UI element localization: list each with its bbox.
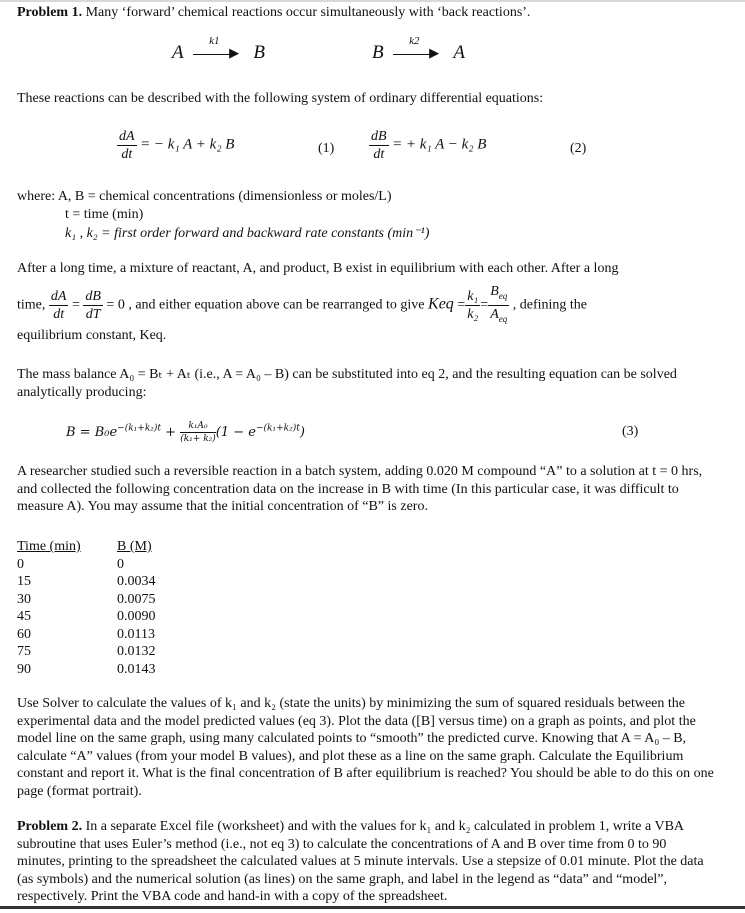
eq3-exponent: −(k₁+k₂)t [117,423,162,434]
mass-balance-text: The mass balance A₀ = Bₜ + Aₜ (i.e., A = A₀ – B) can be substituted into eq 2, and the resulting equation can be solved analytically producing: [17,367,677,400]
eq3-lhs: B = B₀e [66,425,118,440]
table-row [17,643,156,661]
reaction-1 [172,34,265,64]
reactant: A [172,42,184,63]
reactant: B [372,42,384,63]
problem1-intro [17,4,729,22]
eq2-denominator: dt [373,147,385,162]
problem1-intro-text: Many ‘forward’ chemical reactions occur simultaneously with ‘back reactions’. [85,5,531,20]
eq3-paren: (1 − e [215,425,256,440]
equilibrium-line-2: time, $\frac{dA}{dt}$ = $\frac{dB}{dT}$ = 0 , and either equation above can be rearranged to give Keq = $\frac{\text{k₁}}{\text{k₂}}$ = $\frac{B_{eq}}{A_{eq}}$ , defining the [17,284,588,324]
arrow-icon: ▶ k1 [193,49,239,59]
top-border [0,0,745,2]
table-row [17,591,156,609]
problem1-heading: Problem 1. [17,5,83,20]
rate-label: k2 [409,34,420,47]
column-header-time: Time (min) [17,539,81,554]
where-line-3: k₁ , k₂ = first order forward and backward rate constants (min⁻¹) [65,226,430,241]
reaction-2 [372,34,465,64]
instructions-text: Use Solver to calculate the values of k₁ and k₂ (state the units) by minimizing the sum of squared residuals between the experimental data and the model predicted values (eq 3). Plot the data ([B] versus time) on a graph as points, and plot the model line on the same graph, using many calculated points to “smooth” the predicted curve. Knowing that A = A₀ – B, calculate “A” values (from your model B values), and plot these as a line on the same graph. Calculate the Equilibrium constant and report it. What is the final concentration of B after equilibrium is reached? You should be able to do this on one page (format portrait). [17,696,714,799]
table-row [17,626,156,644]
eq3-label: (3) [622,424,639,439]
ode-intro: These reactions can be described with the following system of ordinary differential equations: [17,91,544,106]
problem2-heading: Problem 2. [17,819,83,834]
table-row [17,661,156,679]
table-row [17,556,156,574]
problem2-text: In a separate Excel file (worksheet) and with the values for k₁ and k₂ calculated in problem 1, write a VBA subroutine that uses Euler’s method (i.e., not eq 3) to calculate the concentrations of A and B over time from 0 to 90 minutes, printing to the spreadsheet the calculated values at 5 minute intervals. Use a stepsize of 0.01 minute. Plot the data (as symbols) and the numerical solution (as lines) on the same graph, and label in the legend as “data” and “model”, respectively. Print the VBA code and hand-in with a copy of the spreadsheet. [17,819,704,904]
b-cell: 0.0034 [117,574,156,589]
table-row [17,573,156,591]
time-cell: 15 [17,574,31,589]
product: A [453,42,465,63]
problem2 [17,818,717,906]
equilibrium-line-1: After a long time, a mixture of reactant, A, and product, B exist in equilibrium with each other. After a long [17,261,619,276]
column-header-b: B (M) [117,539,152,554]
equilibrium-mid: = 0 , and either equation above can be rearranged to give [106,297,425,313]
b-cell: 0.0075 [117,591,156,607]
eq3-frac-num: k₁A₀ [180,420,216,433]
eq3-frac-den: (k₁+ k₂) [180,434,216,444]
keq-symbol: Keq [428,295,454,313]
b-cell: 0 [117,556,124,572]
eq3-exponent-2: −(k₁+k₂)t [255,423,300,434]
where-line-1: where: A, B = chemical concentrations (dimensionless or moles/L) [17,189,392,204]
eq1-rhs: = − k₁ A + k₂ B [140,136,235,153]
time-cell: 60 [17,626,31,642]
arrow-icon: ▶ k2 [393,49,439,59]
product: B [253,42,265,63]
time-cell: 90 [17,661,31,677]
b-cell: 0.0132 [117,644,156,659]
time-label: time, [17,297,46,313]
time-cell: 30 [17,591,31,607]
equation-2 [369,128,486,163]
where-line-2: t = time (min) [65,207,144,222]
rate-label: k1 [209,34,220,47]
data-table [17,538,156,678]
eq1-denominator: dt [121,147,133,162]
time-cell: 0 [17,556,24,572]
b-cell: 0.0113 [117,626,155,642]
eq1-numerator: dA [119,129,135,144]
equation-3 [66,420,305,445]
eq3-paren-end: ) [299,425,305,440]
eq3-plus: + [165,425,177,440]
researcher-text: A researcher studied such a reversible reaction in a batch system, adding 0.020 M compound “A” to a solution at t = 0 hrs, and collected the following concentration data on the increase in B with time (In this particular case, it was difficult to measure A). You may assume that the initial concentration of “B” is zero. [17,464,703,514]
eq1-label: (1) [318,141,335,156]
time-cell: 75 [17,644,31,659]
table-row [17,608,156,626]
b-cell: 0.0143 [117,661,156,677]
eq2-numerator: dB [371,129,387,144]
eq2-label: (2) [570,141,587,156]
equilibrium-line-3: equilibrium constant, Keq. [17,328,167,343]
b-cell: 0.0090 [117,609,156,624]
bottom-border [0,906,745,909]
eq2-rhs: = + k₁ A − k₂ B [392,136,487,153]
time-cell: 45 [17,609,31,624]
equation-1 [117,128,234,163]
equilibrium-end: , defining the [512,297,588,313]
